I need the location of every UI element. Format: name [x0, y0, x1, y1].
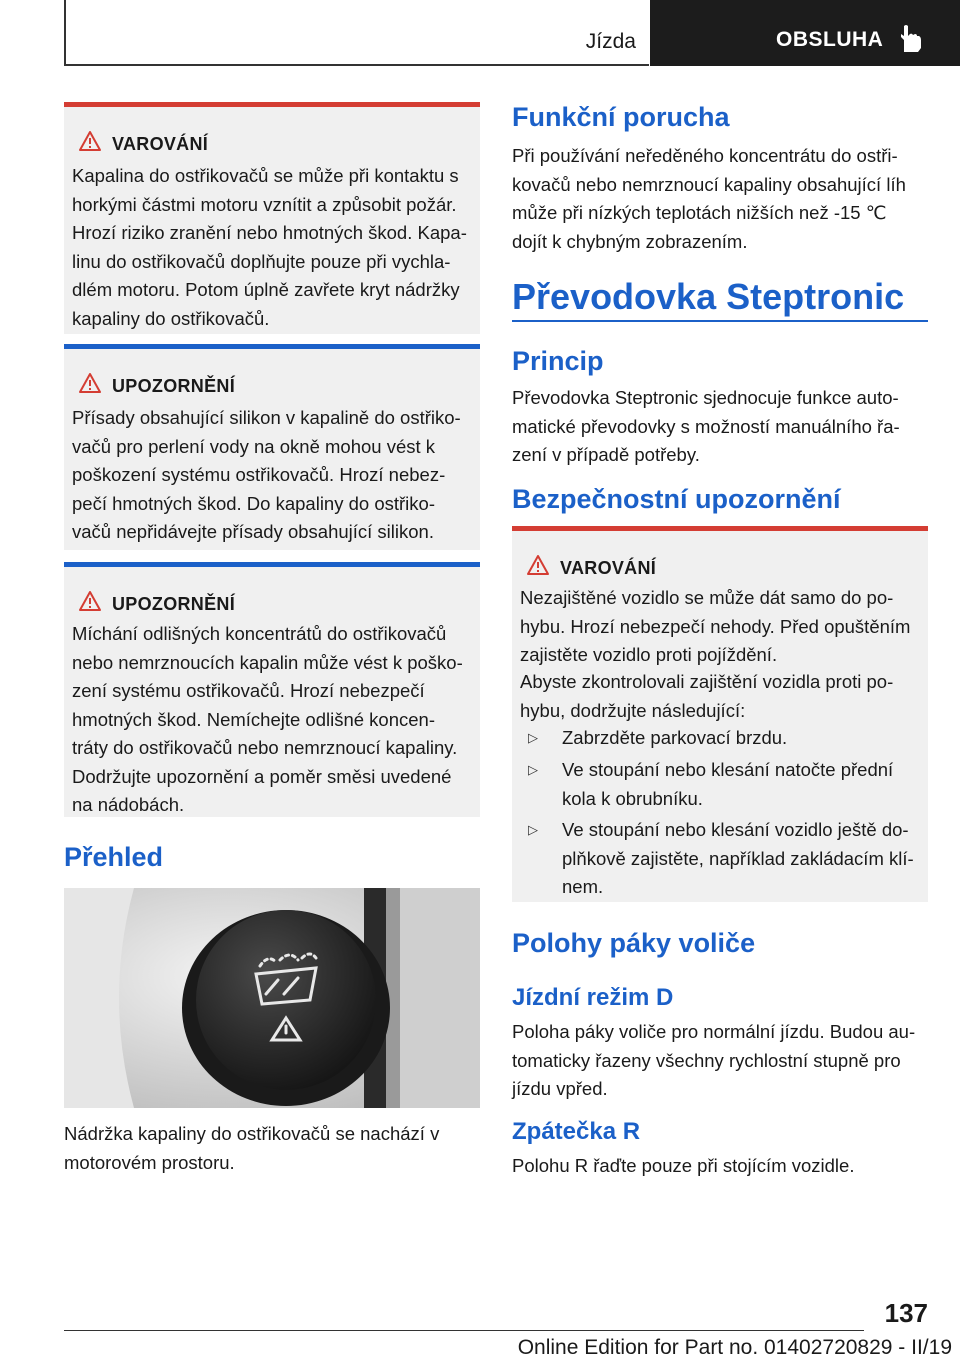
- text-line: Abyste zkontrolovali zajištění vozidla proti po-: [520, 671, 894, 692]
- footer-rule: [64, 1330, 864, 1331]
- heading-malfunction: Funkční porucha: [512, 102, 730, 132]
- text-line: Nezajištěné vozidlo se může dát samo do po-: [520, 587, 894, 608]
- photo-caption: [64, 1120, 480, 1177]
- warning-triangle-icon: [526, 554, 550, 576]
- chapter-tab: [650, 0, 960, 66]
- footer-edition: Online Edition for Part no. 01402720829 - II/19: [517, 1336, 952, 1359]
- chapter-heading-steptronic: Převodovka Steptronic: [512, 276, 905, 317]
- text-line: dojít k chybným zobrazením.: [512, 230, 748, 252]
- notice-text: [72, 404, 461, 547]
- text-line: Nádržka kapaliny do ostřikovačů se nachází v: [64, 1123, 440, 1144]
- heading-reverse: Zpátečka R: [512, 1118, 641, 1145]
- chapter-heading-rule: [512, 320, 928, 322]
- text-line: poškození systému ostřikovačů. Hrozí nebez-: [72, 464, 446, 485]
- text-line: může při nízkých teplotách nižších než -15 ℃: [512, 202, 887, 223]
- text-line: matické převodovky s možností manuálního řa-: [512, 415, 900, 437]
- text-line: Převodovka Steptronic sjednocuje funkce auto-: [512, 387, 899, 408]
- warning-triangle-icon: [78, 130, 102, 152]
- hand-pointer-icon: [898, 24, 922, 54]
- text-line: kola k obrubníku.: [562, 787, 703, 809]
- notice-bar: [64, 562, 480, 567]
- text-line: hybu, dodržujte následující:: [520, 699, 746, 721]
- heading-overview: Přehled: [64, 842, 164, 872]
- text-line: Hrozí riziko zranění nebo hmotných škod. Kapa-: [72, 222, 467, 243]
- heading-drive-mode: Jízdní režim D: [512, 984, 674, 1011]
- malfunction-text: [512, 142, 928, 256]
- warning-box-fluid-fire: [64, 102, 480, 334]
- text-line: Přísady obsahující silikon v kapalině do ostřiko-: [72, 407, 461, 428]
- washer-reservoir-photo: [64, 888, 480, 1108]
- text-line: Poloha páky voliče pro normální jízdu. Budou au-: [512, 1021, 916, 1042]
- notice-title: UPOZORNĚNÍ: [112, 376, 236, 396]
- page-header: [0, 0, 960, 66]
- text-line: na nádobách.: [72, 794, 185, 815]
- notice-title: UPOZORNĚNÍ: [112, 594, 236, 614]
- notice-text: [72, 620, 463, 820]
- text-line: pečí hmotných škod. Do kapaliny do ostřiko-: [72, 492, 435, 514]
- text-line: kovačů nebo nemrznoucí kapaliny obsahující líh: [512, 173, 906, 195]
- warning-bar: [512, 526, 928, 531]
- text-line: Ve stoupání nebo klesání natočte přední: [562, 759, 894, 780]
- text-line: tomaticky řazeny všechny rychlostní stupně pro: [512, 1049, 901, 1071]
- warning-bar: [64, 102, 480, 107]
- text-line: jízdu vpřed.: [512, 1078, 608, 1099]
- text-line: nebo nemrznoucích kapalin může vést k poško-: [72, 651, 463, 673]
- triangle-bullet-icon: ▷: [528, 730, 538, 745]
- text-line: horkými částmi motoru vznítit a způsobit požár.: [72, 193, 457, 215]
- warning-text: [72, 162, 467, 333]
- chapter-tab-label: OBSLUHA: [776, 28, 884, 51]
- text-line: zení systému ostřikovačů. Hrozí nebezpečí: [72, 680, 425, 701]
- text-line: Dodržujte upozornění a poměr směsi uvedené: [72, 765, 452, 787]
- heading-principle: Princip: [512, 346, 604, 376]
- text-line: linu do ostřikovačů doplňujte pouze při vychla-: [72, 250, 451, 272]
- notice-box-silicone: [64, 344, 480, 550]
- text-line: hybu. Hrozí nebezpečí nehody. Před opuštěním: [520, 615, 911, 637]
- text-line: tráty do ostřikovačů nebo nemrznoucí kapaliny.: [72, 737, 458, 758]
- drive-mode-text: [512, 1018, 928, 1104]
- text-line: Kapalina do ostřikovačů se může při kontaktu s: [72, 165, 459, 186]
- text-line: plňkově zajistěte, například zakládacím klí-: [562, 847, 914, 869]
- triangle-bullet-icon: ▷: [528, 822, 538, 837]
- header-frame-bottom: [64, 64, 649, 66]
- text-line: Zabrzděte parkovací brzdu.: [562, 727, 788, 748]
- warning-title: VAROVÁNÍ: [560, 558, 657, 578]
- text-line: kapaliny do ostřikovačů.: [72, 307, 270, 329]
- reverse-text: [512, 1152, 928, 1181]
- page-number: 137: [884, 1298, 928, 1328]
- washer-fluid-cap-icon: [64, 888, 480, 1108]
- text-line: hmotných škod. Nemíchejte odlišné koncen-: [72, 708, 435, 730]
- text-line: Při používání neředěného koncentrátu do ostři-: [512, 145, 898, 166]
- warning-text: [520, 668, 893, 725]
- text-line: nem.: [562, 876, 604, 897]
- text-line: Ve stoupání nebo klesání vozidlo ještě do-: [562, 819, 909, 840]
- text-line: Míchání odlišných koncentrátů do ostřikovačů: [72, 623, 447, 644]
- warning-triangle-icon: [78, 372, 102, 394]
- text-line: motorovém prostoru.: [64, 1151, 235, 1173]
- section-title: Jízda: [585, 30, 636, 53]
- heading-selector-positions: Polohy páky voliče: [512, 928, 756, 958]
- warning-text: [520, 584, 910, 670]
- heading-safety: Bezpečnostní upozornění: [512, 484, 841, 514]
- text-line: zení v případě potřeby.: [512, 444, 700, 465]
- text-line: zajistěte vozidlo proti pojíždění.: [520, 644, 778, 665]
- warning-box-rolling: [512, 526, 928, 902]
- warning-triangle-icon: [78, 590, 102, 612]
- text-line: dlém motoru. Potom úplně zavřete kryt nádržky: [72, 279, 460, 300]
- warning-title: VAROVÁNÍ: [112, 134, 209, 154]
- text-line: vačů nepřidávejte přísady obsahující silikon.: [72, 521, 434, 542]
- text-line: Polohu R řaďte pouze při stojícím vozidle.: [512, 1155, 855, 1176]
- header-frame-left: [64, 0, 66, 66]
- text-line: vačů pro perlení vody na okně mohou vést k: [72, 435, 436, 457]
- triangle-bullet-icon: ▷: [528, 762, 538, 777]
- principle-text: [512, 384, 928, 470]
- notice-box-mixing: [64, 562, 480, 817]
- notice-bar: [64, 344, 480, 349]
